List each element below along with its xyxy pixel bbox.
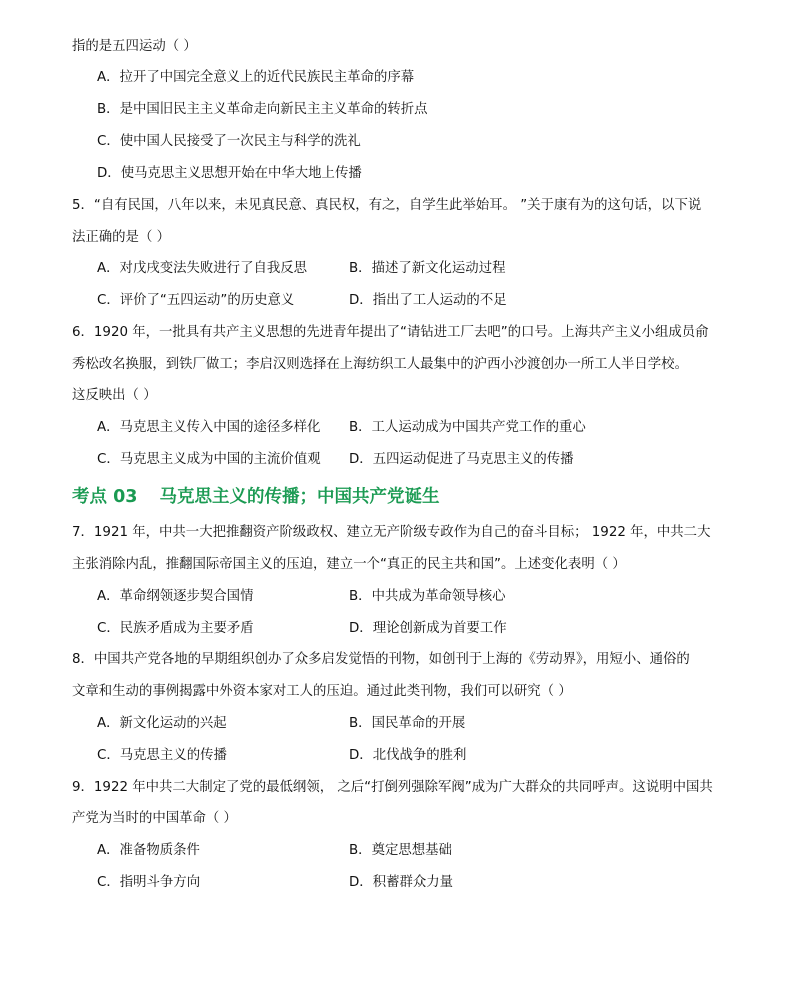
q9-option-b: B．奠定思想基础: [349, 843, 452, 858]
q9-option-d: D．积蓄群众力量: [349, 875, 454, 890]
q7-option-a: A．革命纲领逐步契合国情: [97, 589, 254, 604]
q7-option-d: D．理论创新成为首要工作: [349, 621, 507, 636]
q4-option-b: B．是中国旧民主主义革命走向新民主主义革命的转折点: [97, 102, 428, 117]
q4-option-c: C．使中国人民接受了一次民主与科学的洗礼: [97, 134, 361, 149]
q8-stem-line-2: 文章和生动的事例揭露中外资本家对工人的压迫。通过此类刊物，我们可以研究（ ）: [72, 684, 572, 699]
q6-option-a: A．马克思主义传入中国的途径多样化: [97, 420, 321, 435]
q5-stem-line-2: 法正确的是（ ）: [72, 230, 170, 245]
q4-option-d: D．使马克思主义思想开始在中华大地上传播: [97, 166, 362, 181]
q8-option-b: B．国民革命的开展: [349, 716, 466, 731]
q7-stem-line-1: 7．1921 年，中共一大把推翻资产阶级政权、建立无产阶级专政作为自己的奋斗目标； 1922 年，中共二大: [72, 525, 711, 540]
q6-stem-line-2: 秀松改名换服，到铁厂做工；李启汉则选择在上海纺织工人最集中的沪西小沙渡创办一所工人半日学校。: [72, 357, 688, 372]
section-tag: 考点 03: [72, 487, 138, 507]
q7-stem-line-2: 主张消除内乱，推翻国际帝国主义的压迫，建立一个“真正的民主共和国”。上述变化表明（ ）: [72, 557, 626, 572]
q9-stem-line-2: 产党为当时的中国革命（ ）: [72, 811, 237, 826]
section-heading: [72, 484, 439, 510]
q8-stem-line-1: 8．中国共产党各地的早期组织创办了众多启发觉悟的刊物，如创刊于上海的《劳动界》，用短小、通俗的: [72, 652, 690, 667]
section-title: 马克思主义的传播；中国共产党诞生: [159, 487, 440, 507]
q4-option-a: A．拉开了中国完全意义上的近代民族民主革命的序幕: [97, 70, 415, 85]
q9-option-a: A．准备物质条件: [97, 843, 200, 858]
q6-option-c: C．马克思主义成为中国的主流价值观: [97, 452, 321, 467]
q5-option-a: A．对戊戌变法失败进行了自我反思: [97, 261, 308, 276]
q8-option-a: A．新文化运动的兴起: [97, 716, 227, 731]
q9-option-c: C．指明斗争方向: [97, 875, 201, 890]
q5-option-c: C．评价了“五四运动”的历史意义: [97, 293, 295, 308]
q8-option-d: D．北伐战争的胜利: [349, 748, 467, 763]
q6-option-b: B．工人运动成为中国共产党工作的重心: [349, 420, 586, 435]
q6-stem-line-1: 6．1920 年，一批具有共产主义思想的先进青年提出了“请钻进工厂去吧”的口号。上海共产主义小组成员俞: [72, 325, 709, 340]
q4-stem-line: 指的是五四运动（ ）: [72, 39, 197, 54]
q6-option-d: D．五四运动促进了马克思主义的传播: [349, 452, 574, 467]
q7-option-c: C．民族矛盾成为主要矛盾: [97, 621, 254, 636]
q9-stem-line-1: 9．1922 年中共二大制定了党的最低纲领， 之后“打倒列强除军阀”成为广大群众的共同呼声。这说明中国共: [72, 780, 713, 795]
q6-stem-line-3: 这反映出（ ）: [72, 388, 157, 403]
q7-option-b: B．中共成为革命领导核心: [349, 589, 506, 604]
q5-stem-line-1: 5．“自有民国，八年以来，未见真民意、真民权，有之，自学生此举始耳。 ”关于康有为的这句话，以下说: [72, 198, 702, 213]
q5-option-d: D．指出了工人运动的不足: [349, 293, 507, 308]
q5-option-b: B．描述了新文化运动过程: [349, 261, 506, 276]
q8-option-c: C．马克思主义的传播: [97, 748, 227, 763]
